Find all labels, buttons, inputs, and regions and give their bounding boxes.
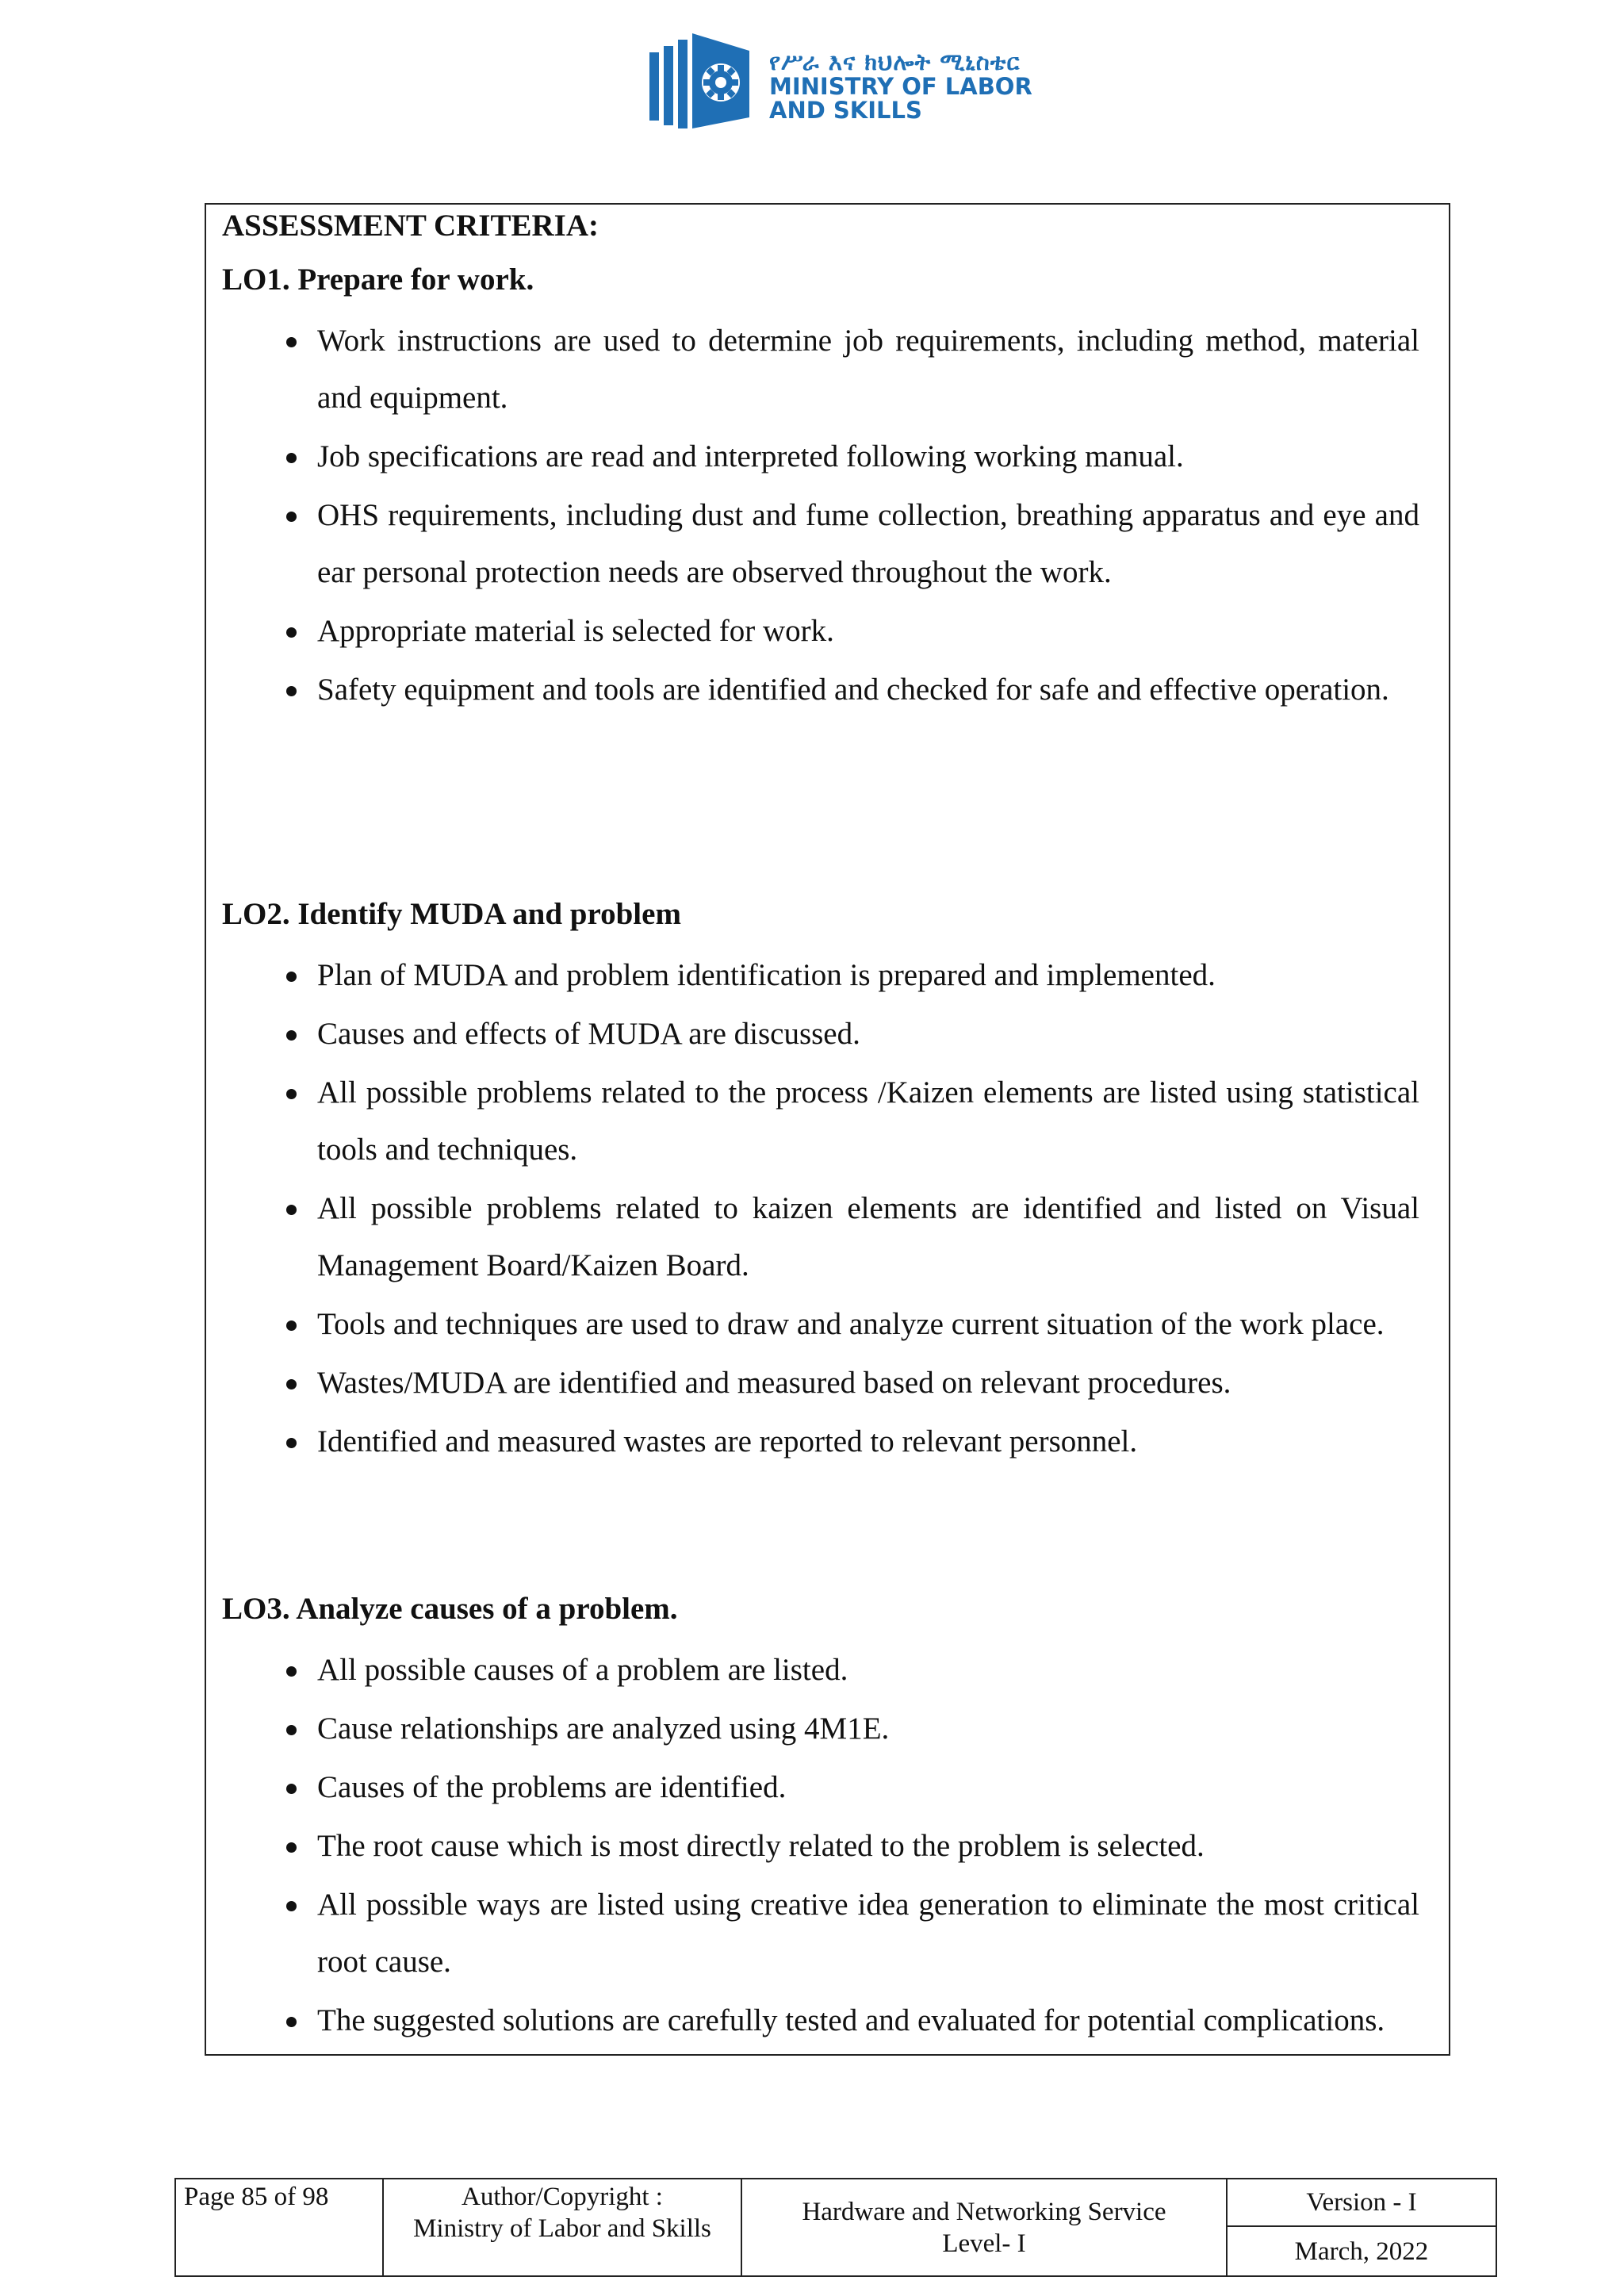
footer-date: March, 2022	[1227, 2226, 1496, 2276]
bullet-icon	[286, 1320, 297, 1331]
page-footer-table	[174, 2178, 1497, 2277]
bullet-icon	[286, 1438, 297, 1448]
bullet-icon	[286, 1725, 297, 1735]
list-item: Causes of the problems are identified.	[222, 1759, 1419, 1816]
list-item: Plan of MUDA and problem identification is prepared and implemented.	[222, 947, 1419, 1004]
bullet-icon	[286, 1089, 297, 1099]
list-item: The root cause which is most directly related to the problem is selected.	[222, 1818, 1419, 1875]
bullet-icon	[286, 1666, 297, 1677]
bullet-icon	[286, 2017, 297, 2027]
list-item: Job specifications are read and interpreted following working manual.	[222, 428, 1419, 485]
logo-amharic-name: የሥራ እና ክህሎት ሚኒስቴር	[769, 48, 1021, 75]
list-item: All possible causes of a problem are listed.	[222, 1642, 1419, 1699]
footer-version: Version - I	[1227, 2179, 1496, 2226]
assessment-criteria-box	[205, 203, 1450, 2056]
lo2-heading: LO2. Identify MUDA and problem	[222, 897, 681, 931]
list-item: Tools and techniques are used to draw and analyze current situation of the work place.	[222, 1296, 1419, 1353]
list-item: Identified and measured wastes are reported to relevant personnel.	[222, 1413, 1419, 1470]
ministry-gear-logo-icon	[646, 30, 773, 133]
lo1-criteria-list	[222, 312, 1433, 719]
bullet-icon	[286, 1901, 297, 1911]
learning-outcome-1	[222, 259, 1433, 720]
logo-name-line1: MINISTRY OF LABOR	[769, 73, 1032, 100]
list-item: Appropriate material is selected for work.	[222, 603, 1419, 660]
ministry-logo-text	[769, 49, 1032, 122]
list-item: Wastes/MUDA are identified and measured based on relevant procedures.	[222, 1355, 1419, 1412]
bullet-icon	[286, 337, 297, 347]
footer-course	[741, 2179, 1227, 2276]
bullet-icon	[286, 1784, 297, 1794]
lo3-criteria-list	[222, 1642, 1433, 2049]
bullet-icon	[286, 1030, 297, 1041]
list-item: Cause relationships are analyzed using 4M1E.	[222, 1700, 1419, 1757]
learning-outcome-2	[222, 893, 1433, 1472]
list-item: The suggested solutions are carefully tested and evaluated for potential complications.	[222, 1992, 1419, 2049]
list-item: OHS requirements, including dust and fume collection, breathing apparatus and eye and ear personal protection needs are observed throughout the work.	[222, 487, 1419, 601]
footer-author	[383, 2179, 741, 2276]
list-item: Causes and effects of MUDA are discussed.	[222, 1006, 1419, 1063]
footer-author-label: Author/Copyright :	[462, 2183, 663, 2211]
list-item: All possible problems related to kaizen elements are identified and listed on Visual Management Board/Kaizen Board.	[222, 1180, 1419, 1294]
bullet-icon	[286, 686, 297, 696]
bullet-icon	[286, 453, 297, 463]
bullet-icon	[286, 1842, 297, 1853]
lo2-criteria-list	[222, 947, 1433, 1470]
footer-page-number: Page 85 of 98	[175, 2179, 383, 2276]
footer-course-level: Level- I	[942, 2229, 1026, 2258]
assessment-criteria-title: ASSESSMENT CRITERIA:	[222, 209, 599, 243]
lo3-heading: LO3. Analyze causes of a problem.	[222, 1592, 678, 1626]
list-item: All possible problems related to the process /Kaizen elements are listed using statistical tools and techniques.	[222, 1064, 1419, 1179]
footer-author-name: Ministry of Labor and Skills	[413, 2214, 711, 2243]
bullet-icon	[286, 1379, 297, 1389]
logo-name-line2: AND SKILLS	[769, 97, 922, 124]
bullet-icon	[286, 1205, 297, 1215]
learning-outcome-3	[222, 1588, 1433, 2051]
list-item: All possible ways are listed using creative idea generation to eliminate the most critical root cause.	[222, 1876, 1419, 1991]
list-item: Work instructions are used to determine job requirements, including method, material and equipment.	[222, 312, 1419, 427]
ministry-logo	[646, 30, 1032, 133]
bullet-icon	[286, 627, 297, 638]
list-item: Safety equipment and tools are identified and checked for safe and effective operation.	[222, 661, 1419, 719]
footer-course-title: Hardware and Networking Service	[802, 2197, 1166, 2226]
bullet-icon	[286, 512, 297, 522]
bullet-icon	[286, 972, 297, 982]
lo1-heading: LO1. Prepare for work.	[222, 263, 534, 297]
